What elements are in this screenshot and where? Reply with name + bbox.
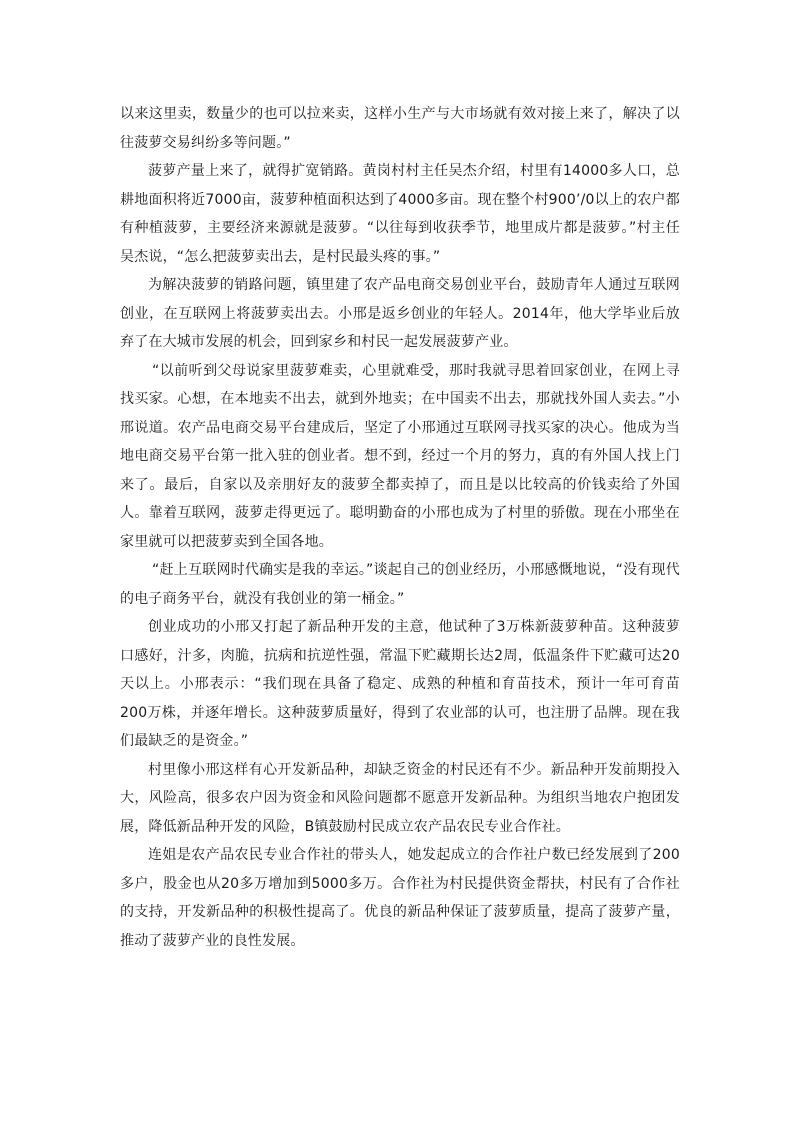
paragraph-6: 创业成功的小邢又打起了新品种开发的主意，他试种了3万株新菠萝种苗。这种菠萝口感好，汁多，肉脆，抗病和抗逆性强，常温下贮藏期长达2周，低温条件下贮藏可达20天以上。小邢表示：“我们现在具备了稳定、成熟的种植和育苗技术，预计一年可育苗200万株，并逐年增长。这种菠萝质量好，得到了农业部的认可，也注册了品牌。现在我们最缺乏的是资金。” xyxy=(120,619,680,749)
paragraph-2: 菠萝产量上来了，就得扩宽销路。黄岗村村主任吴杰介绍，村里有14000多人口，总耕地面积将近7000亩，菠萝种植面积达到了4000多亩。现在整个村900’/0以上的农户都有种植菠萝，主要经济来源就是菠萝。“以往每到收获季节，地里成片都是菠萝。”村主任吴杰说，“怎么把菠萝卖出去，是村民最头疼的事。” xyxy=(120,163,680,265)
article-body xyxy=(120,100,680,955)
paragraph-4: “以前听到父母说家里菠萝难卖，心里就难受，那时我就寻思着回家创业，在网上寻找买家。心想，在本地卖不出去，就到外地卖；在中国卖不出去，那就找外国人卖去。”小邢说道。农产品电商交易平台建成后，坚定了小邢通过互联网寻找买家的决心。他成为当地电商交易平台第一批入驻的创业者。想不到，经过一个月的努力，真的有外国人找上门来了。最后，自家以及亲朋好友的菠萝全都卖掉了，而且是以比较高的价钱卖给了外国人。靠着互联网，菠萝走得更远了。聪明勤奋的小邢也成为了村里的骄傲。现在小邢坐在家里就可以把菠萝卖到全国各地。 xyxy=(120,362,680,550)
paragraph-8: 连姐是农产品农民专业合作社的带头人，她发起成立的合作社户数已经发展到了200多户，股金也从20多万增加到5000多万。合作社为村民提供资金帮扶，村民有了合作社的支持，开发新品种的积极性提高了。优良的新品种保证了菠萝质量，提高了菠萝产量，推动了菠萝产业的良性发展。 xyxy=(120,847,680,949)
paragraph-1: 以来这里卖，数量少的也可以拉来卖，这样小生产与大市场就有效对接上来了，解决了以往菠萝交易纠纷多等问题。” xyxy=(120,106,680,151)
paragraph-5: “赶上互联网时代确实是我的幸运。”谈起自己的创业经历，小邢感慨地说，“没有现代的电子商务平台，就没有我创业的第一桶金。” xyxy=(120,562,680,607)
paragraph-3: 为解决菠萝的销路问题，镇里建了农产品电商交易创业平台，鼓励青年人通过互联网创业，在互联网上将菠萝卖出去。小邢是返乡创业的年轻人。2014年，他大学毕业后放弃了在大城市发展的机会，回到家乡和村民一起发展菠萝产业。 xyxy=(120,277,680,350)
paragraph-7: 村里像小邢这样有心开发新品种，却缺乏资金的村民还有不少。新品种开发前期投入大，风险高，很多农户因为资金和风险问题都不愿意开发新品种。为组织当地农户抱团发展，降低新品种开发的风险，B镇鼓励村民成立农产品农民专业合作社。 xyxy=(120,761,680,835)
